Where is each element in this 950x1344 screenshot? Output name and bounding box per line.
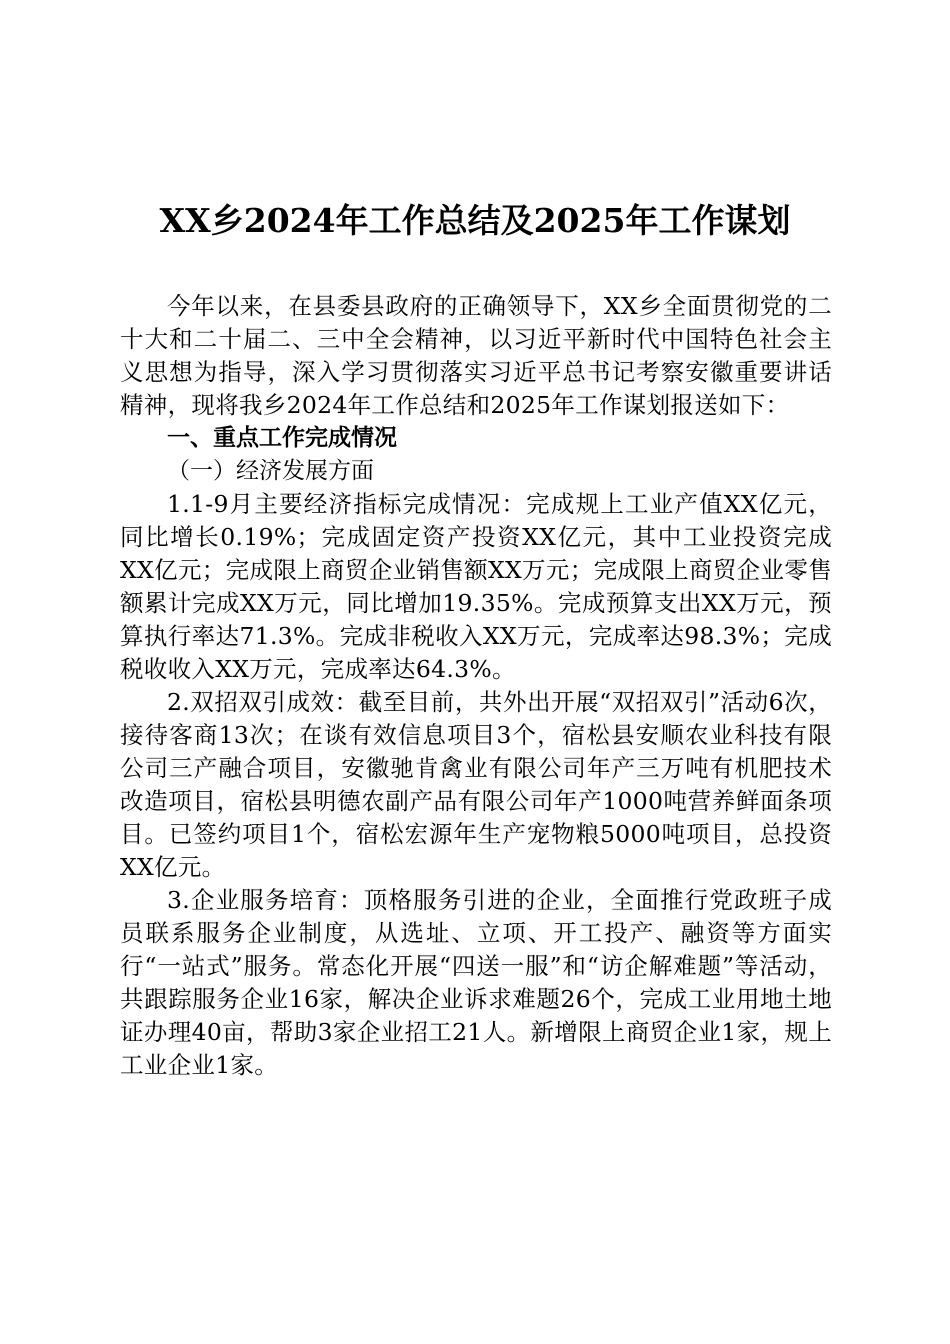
item-paragraph-investment-attraction: 2.双招双引成效：截至目前，共外出开展“双招双引”活动6次，接待客商13次；在谈有效信息项目3个，宿松县安顺农业科技有限公司三产融合项目，安徽驰肯禽业有限公司年产三万吨有机肥技术改造项目，宿松县明德农副产品有限公司年产1000吨营养鲜面条项目。已签约项目1个，宿松宏源年生产宠物粮5000吨项目，总投资XX亿元。 <box>120 688 832 881</box>
document-body <box>120 290 832 1082</box>
document-title: XX乡2024年工作总结及2025年工作谋划 <box>159 201 791 240</box>
item-paragraph-economic-indicators: 1.1-9月主要经济指标完成情况：完成规上工业产值XX亿元，同比增长0.19%；完成固定资产投资XX亿元，其中工业投资完成XX亿元；完成限上商贸企业销售额XX万元；完成限上商贸企业零售额累计完成XX万元，同比增加19.35%。完成预算支出XX万元，预算执行率达71.3%。完成非税收入XX万元，完成率达98.3%；完成税收收入XX万元，完成率达64.3%。 <box>120 490 832 683</box>
item-paragraph-enterprise-service: 3.企业服务培育：顶格服务引进的企业，全面推行党政班子成员联系服务企业制度，从选址、立项、开工投产、融资等方面实行“一站式”服务。常态化开展“四送一服”和“访企解难题”等活动，共跟踪服务企业16家，解决企业诉求难题26个，完成工业用地土地证办理40亩，帮助3家企业招工21人。新增限上商贸企业1家，规上工业企业1家。 <box>120 886 832 1079</box>
section-heading: 一、重点工作完成情况 <box>167 425 397 451</box>
intro-paragraph: 今年以来，在县委县政府的正确领导下，XX乡全面贯彻党的二十大和二十届二、三中全会精神，以习近平新时代中国特色社会主义思想为指导，深入学习贯彻落实习近平总书记考察安徽重要讲话精神，现将我乡2024年工作总结和2025年工作谋划报送如下： <box>120 292 832 419</box>
subsection-heading: （一）经济发展方面 <box>167 458 374 484</box>
